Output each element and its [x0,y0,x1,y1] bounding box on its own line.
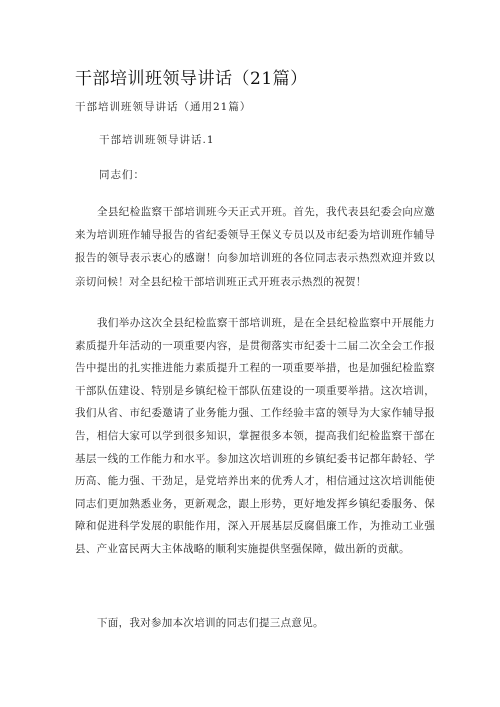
document-title: 干部培训班领导讲话（21篇） [75,69,308,89]
salutation: 同志们： [99,169,145,181]
paragraph-transition: 下面，我对参加本次培训的同志们提三点意见。 [97,617,324,629]
document-subtitle: 干部培训班领导讲话（通用21篇） [75,101,252,113]
speech-title: 干部培训班领导讲话.1 [99,134,215,146]
paragraph-opening: 全县纪检监察干部培训班今天正式开班。首先，我代表县纪委会向应邀来为培训班作辅导报告的省纪委领导王保义专员以及市纪委为培训班作辅导报告的领导表示衷心的感谢！向参加培训班的各位同志表示热烈欢迎并致以亲切问候！对全县纪检干部培训班正式开班表示热烈的祝贺！ [75,206,435,288]
paragraph-purpose: 我们举办这次全县纪检监察干部培训班，是在全县纪检监察中开展能力素质提升年活动的一项重要内容，是贯彻落实市纪委十二届二次全会工作报告中提出的扎实推进能力素质提升工程的一项重要举措，也是加强纪检监察干部队伍建设、特别是乡镇纪检干部队伍建设的一项重要举措。这次培训，我们从省、市纪委邀请了业务能力强、工作经验丰富的领导为大家作辅导报告，相信大家可以学到很多知识，掌握很多本领，提高我们纪检监察干部在基层一线的工作能力和水平。参加这次培训班的乡镇纪委书记都年龄轻、学历高、能力强、干劲足，是党培养出来的优秀人才，相信通过这次培训能使同志们更加熟悉业务，更新观念，跟上形势，更好地发挥乡镇纪委服务、保障和促进科学发展的职能作用，深入开展基层反腐倡廉工作，为推动工业强县、产业富民两大主体战略的顺利实施提供坚强保障，做出新的贡献。 [75,317,435,555]
